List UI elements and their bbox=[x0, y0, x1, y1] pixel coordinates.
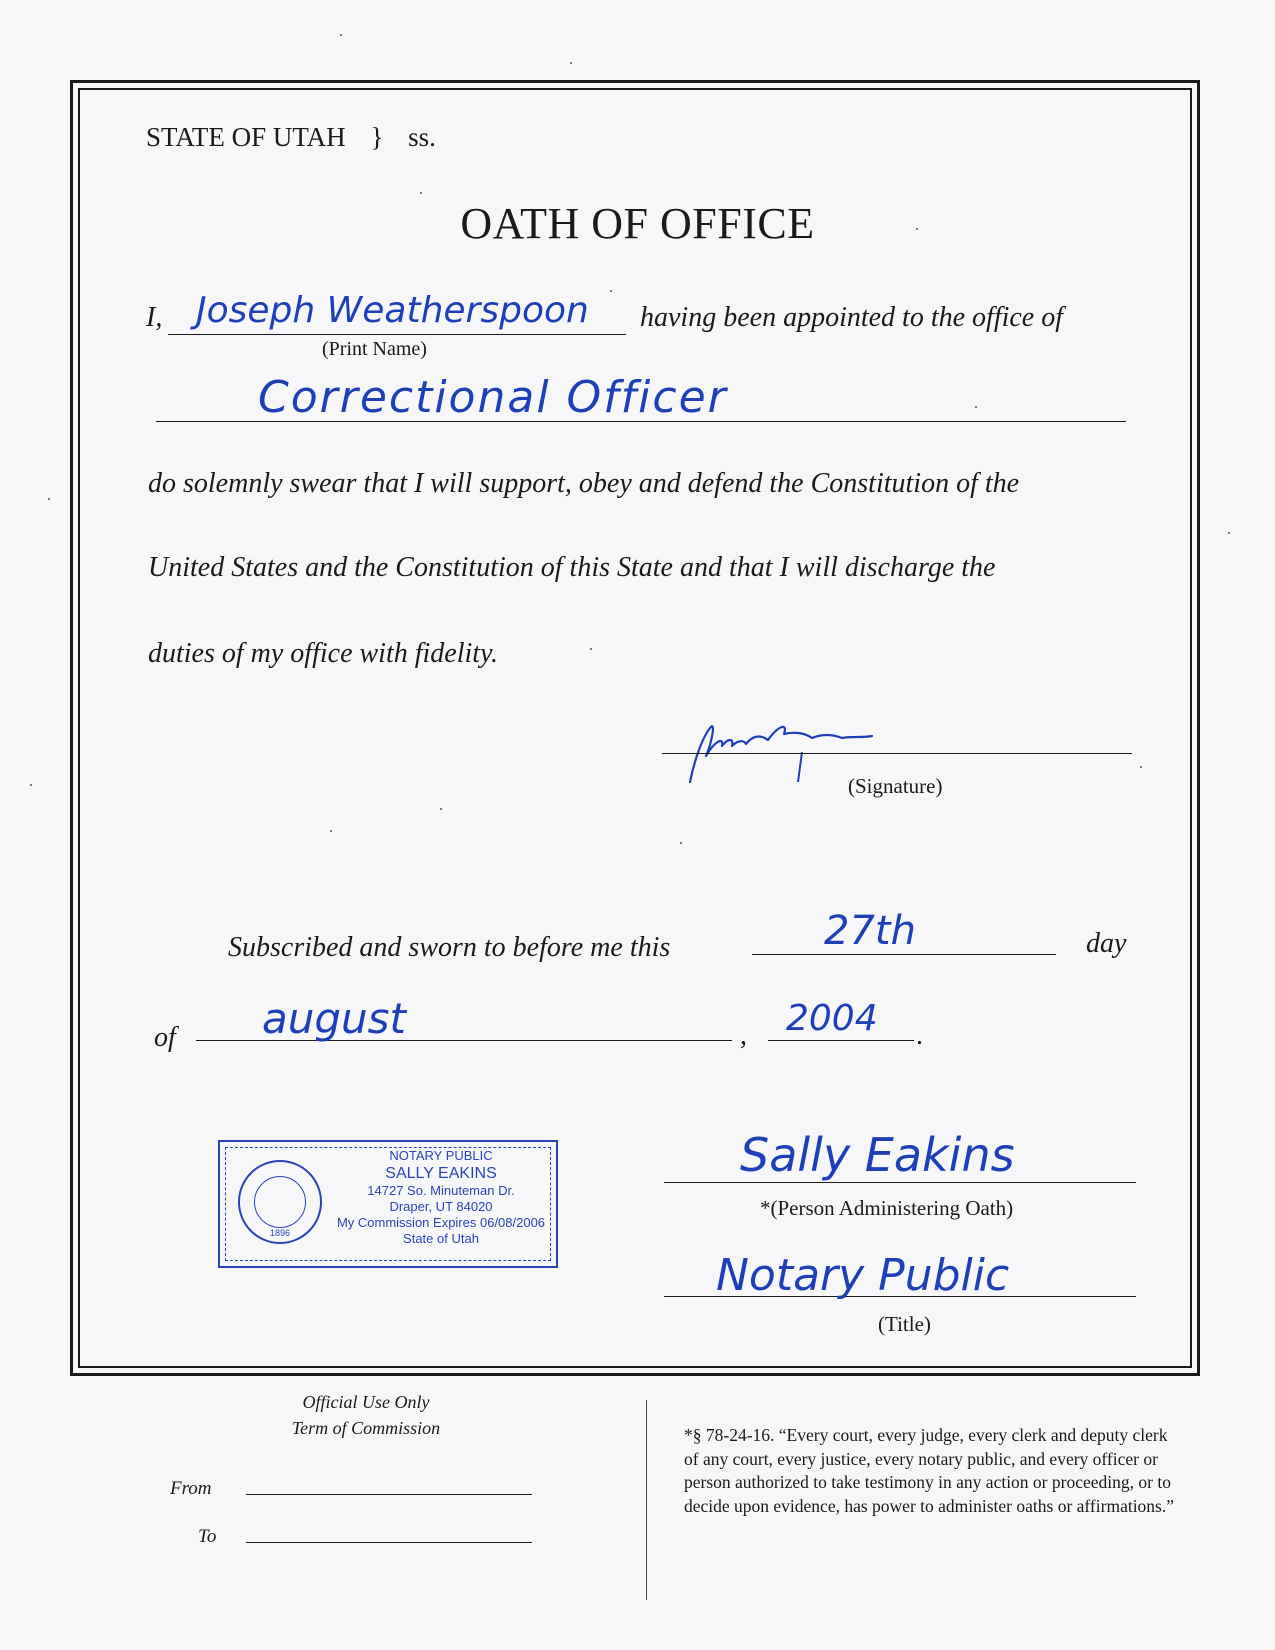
day-line bbox=[752, 954, 1056, 955]
stamp-commission: My Commission Expires 06/08/2006 bbox=[336, 1215, 546, 1230]
title-label: (Title) bbox=[878, 1312, 931, 1336]
print-name-line bbox=[168, 334, 626, 335]
document-title: OATH OF OFFICE bbox=[460, 199, 815, 248]
state-name: STATE OF UTAH bbox=[146, 122, 346, 152]
oath-line-3: duties of my office with fidelity. bbox=[148, 638, 498, 669]
title-value: Notary Public bbox=[716, 1250, 1010, 1301]
brace: } bbox=[370, 122, 384, 152]
appointed-text: having been appointed to the office of bbox=[640, 302, 1064, 333]
oath-prefix: I, bbox=[146, 302, 163, 333]
to-line bbox=[246, 1542, 532, 1543]
stamp-address-2: Draper, UT 84020 bbox=[389, 1199, 493, 1214]
to-label: To bbox=[198, 1526, 217, 1547]
stamp-name: SALLY EAKINS bbox=[385, 1165, 497, 1182]
seal-year: 1896 bbox=[269, 1228, 291, 1238]
stamp-address-1: 14727 So. Minuteman Dr. bbox=[367, 1183, 515, 1198]
office-value: Correctional Officer bbox=[258, 372, 728, 423]
oath-line-1: do solemnly swear that I will support, obey and defend the Constitution of the bbox=[148, 468, 1020, 499]
from-line bbox=[246, 1494, 532, 1495]
subscribed-text: Subscribed and sworn to before me this bbox=[228, 932, 671, 963]
signature-label: (Signature) bbox=[848, 774, 943, 798]
day-word: day bbox=[1086, 928, 1127, 959]
state-heading bbox=[146, 122, 436, 153]
official-use-heading: Official Use Only bbox=[302, 1392, 430, 1412]
year-value: 2004 bbox=[786, 998, 878, 1039]
day-value: 27th bbox=[824, 908, 916, 954]
date-comma: , bbox=[740, 1020, 747, 1051]
state-seal-icon bbox=[238, 1160, 322, 1244]
ss-abbrev: ss. bbox=[408, 122, 436, 152]
of-word: of bbox=[154, 1022, 176, 1053]
from-label: From bbox=[170, 1478, 212, 1499]
footer-divider bbox=[646, 1400, 647, 1600]
signature-line bbox=[662, 753, 1132, 754]
administrator-label: *(Person Administering Oath) bbox=[760, 1196, 1014, 1220]
print-name-value: Joseph Weatherspoon bbox=[196, 290, 589, 331]
stamp-line-notary: NOTARY PUBLIC bbox=[389, 1148, 493, 1163]
year-line bbox=[768, 1040, 914, 1041]
statute-text: *§ 78-24-16. “Every court, every judge, every clerk and deputy clerk of any court, every justice, every notary public, and every officer or person authorized to take testimony in any action or proceeding, or to decide upon evidence, has power to administer oaths or affirmations.” bbox=[684, 1425, 1175, 1516]
print-name-label: (Print Name) bbox=[322, 338, 427, 360]
term-of-commission-heading: Term of Commission bbox=[291, 1418, 441, 1438]
notary-stamp bbox=[218, 1140, 558, 1268]
administrator-signature: Sally Eakins bbox=[740, 1128, 1015, 1182]
month-value: august bbox=[262, 994, 406, 1043]
administrator-line bbox=[664, 1182, 1136, 1183]
oath-line-2: United States and the Constitution of this State and that I will discharge the bbox=[148, 552, 996, 583]
date-period: . bbox=[916, 1020, 923, 1051]
stamp-state: State of Utah bbox=[403, 1231, 479, 1246]
